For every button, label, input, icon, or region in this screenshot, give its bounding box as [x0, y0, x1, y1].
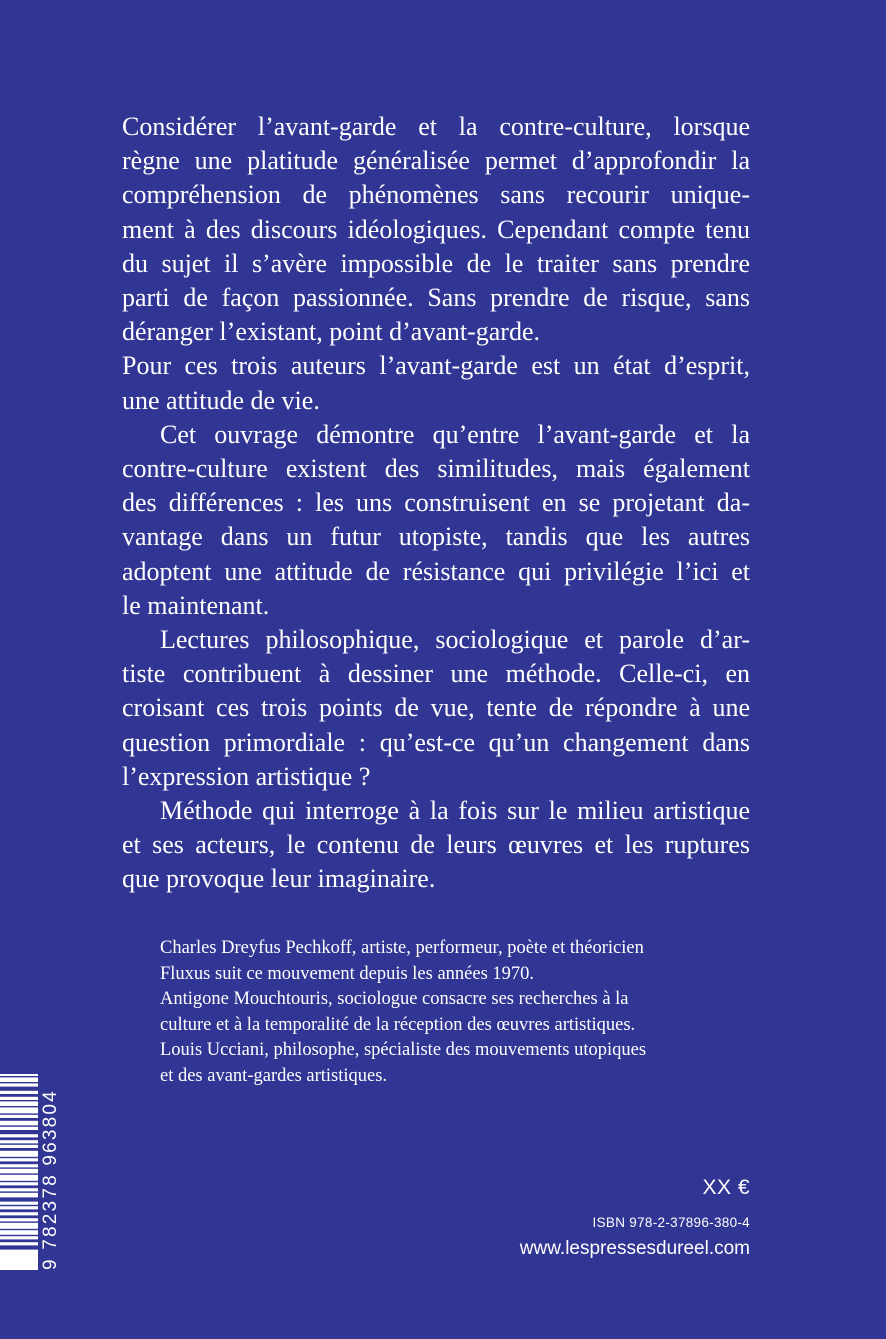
- text-line: que provoque leur imaginaire.: [122, 864, 436, 894]
- blurb-text: [122, 110, 750, 897]
- barcode-bar: [0, 1106, 38, 1107]
- author-bio-line: Louis Ucciani, philosophe, spécialiste des mouvements utopiques: [160, 1040, 647, 1061]
- text-line: Méthode qui interroge à la fois sur le milieu artistique: [160, 796, 750, 826]
- isbn: ISBN 978-2-37896-380-4: [592, 1215, 750, 1230]
- blurb-paragraph-1: [122, 110, 750, 349]
- text-line: Considérer l’avant-garde et la contre-culture, lorsque: [122, 112, 750, 141]
- text-line: parti de façon passionnée. Sans prendre de risque, sans: [122, 283, 750, 313]
- text-line: ment à des discours idéologiques. Cependant compte tenu: [122, 214, 750, 244]
- text-line: compréhension de phénomènes sans recourir unique-: [122, 180, 750, 210]
- barcode-bars: [0, 1074, 38, 1270]
- blurb-paragraph-5: [122, 794, 750, 897]
- text-line: le maintenant.: [122, 590, 270, 620]
- author-bio-line: Charles Dreyfus Pechkoff, artiste, performeur, poète et théoricien: [160, 938, 644, 958]
- author-bio-line: culture et à la temporalité de la réception des œuvres artistiques.: [160, 1014, 636, 1035]
- text-line: tiste contribuent à dessiner une méthode. Celle-ci, en: [122, 659, 750, 689]
- text-line: et ses acteurs, le contenu de leurs œuvres et les ruptures: [122, 830, 750, 860]
- text-line: l’expression artistique ?: [122, 761, 371, 791]
- barcode-bar: [0, 1148, 38, 1151]
- barcode-bar: [0, 1167, 38, 1168]
- barcode-bar: [0, 1245, 38, 1249]
- barcode-bar: [0, 1215, 38, 1218]
- author-bio-line: Antigone Mouchtouris, sociologue consacre ses recherches à la: [160, 989, 629, 1010]
- text-line: vantage dans un futur utopiste, tandis que les autres: [122, 522, 750, 552]
- text-line: croisant ces trois points de vue, tente de répondre à une: [122, 693, 750, 723]
- barcode-bar: [0, 1185, 38, 1188]
- barcode-bar: [0, 1197, 38, 1201]
- barcode-digits: 9 782378 963804: [40, 1089, 61, 1270]
- barcode-bar: [0, 1161, 38, 1164]
- barcode-bar: [0, 1173, 38, 1174]
- text-line: une attitude de vie.: [122, 385, 320, 415]
- barcode-bar: [0, 1191, 38, 1192]
- text-line: contre-culture existent des similitudes, mais également: [122, 454, 750, 484]
- text-line: du sujet il s’avère impossible de le traiter sans prendre: [122, 248, 750, 278]
- barcode-bar: [0, 1137, 38, 1140]
- barcode-bar: [0, 1239, 38, 1242]
- publisher-website: www.lespressesdureel.com: [519, 1238, 750, 1259]
- author-bio-line: Fluxus suit ce mouvement depuis les années 1970.: [160, 963, 535, 984]
- text-line: Lectures philosophique, sociologique et parole d’ar-: [160, 625, 750, 655]
- text-line: Cet ouvrage démontre qu’entre l’avant-garde et la: [160, 419, 750, 449]
- text-line: des différences : les uns construisent en se projetant da-: [122, 488, 750, 518]
- blurb-paragraph-4: [122, 623, 750, 794]
- barcode-bar: [0, 1125, 38, 1126]
- barcode-bar: [0, 1143, 38, 1144]
- price: XX €: [702, 1176, 750, 1199]
- barcode-bar: [0, 1100, 38, 1101]
- text-line: règne une platitude généralisée permet d’approfondir la: [122, 146, 750, 176]
- barcode-bar: [0, 1082, 38, 1083]
- author-bio-line: et des avant-gardes artistiques.: [160, 1065, 388, 1086]
- text-line: question primordiale : qu’est-ce qu’un changement dans: [122, 727, 750, 757]
- barcode-bar: [0, 1113, 38, 1114]
- author-bios: [160, 936, 750, 1090]
- barcode-bar: [0, 1221, 38, 1222]
- barcode-bar: [0, 1205, 38, 1206]
- barcode-bar: [0, 1181, 38, 1182]
- text-line: Pour ces trois auteurs l’avant-garde est un état d’esprit,: [122, 351, 750, 381]
- text-line: déranger l’existant, point d’avant-garde.: [122, 317, 540, 347]
- barcode-bar: [0, 1118, 38, 1121]
- barcode: [0, 1074, 38, 1270]
- barcode-bar: [0, 1209, 38, 1212]
- barcode-bar: [0, 1229, 38, 1230]
- text-line: adoptent une attitude de résistance qui privilégie l’ici et: [122, 556, 750, 586]
- barcode-bar: [0, 1094, 38, 1097]
- barcode-bar: [0, 1087, 38, 1091]
- barcode-bar: [0, 1157, 38, 1158]
- barcode-bar: [0, 1130, 38, 1134]
- blurb-paragraph-3: [122, 418, 750, 623]
- blurb-paragraph-2: [122, 349, 750, 417]
- barcode-bar: [0, 1235, 38, 1236]
- barcode-bar: [0, 1076, 38, 1077]
